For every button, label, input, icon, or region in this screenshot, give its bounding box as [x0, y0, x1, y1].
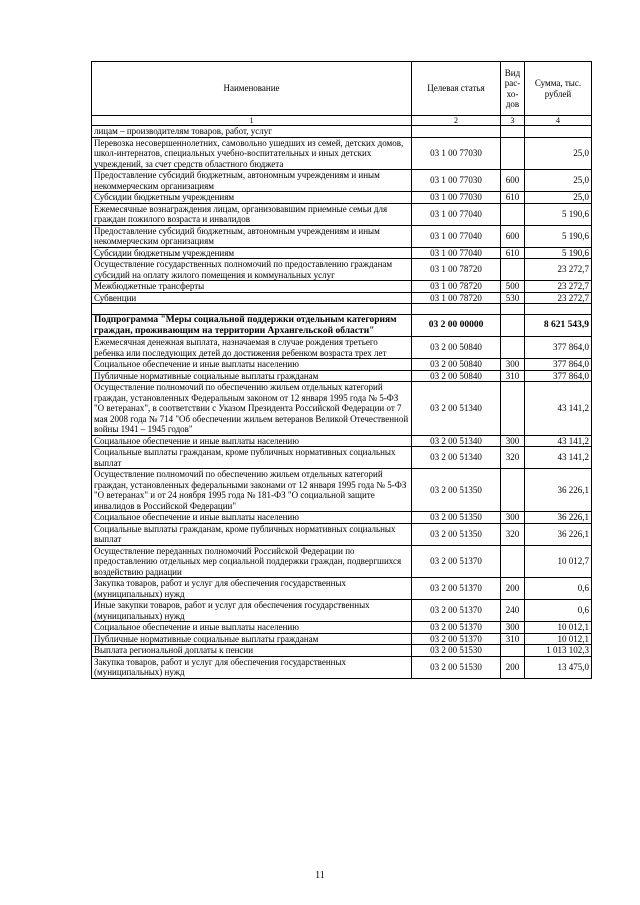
- table-row: [92, 645, 592, 657]
- table-row: [92, 137, 592, 170]
- row-sum: 5 190,6: [525, 247, 592, 259]
- row-sum: 13 475,0: [525, 656, 592, 678]
- row-name: Выплата региональной доплаты к пенсии: [92, 645, 412, 657]
- row-code: 03 1 00 77030: [412, 137, 501, 170]
- row-code: 03 2 00 00000: [412, 315, 501, 337]
- table-row: [92, 622, 592, 634]
- row-sum: 43 141,2: [525, 382, 592, 436]
- table-row: [92, 600, 592, 622]
- row-name: Закупка товаров, работ и услуг для обеспечения государственных (муниципальных) нужд: [92, 656, 412, 678]
- row-name: Подпрограмма "Меры социальной поддержки отдельным категориям граждан, проживающим на территории Архангельской области": [92, 315, 412, 337]
- row-sum: 25,0: [525, 137, 592, 170]
- row-code: 03 2 00 50840: [412, 337, 501, 359]
- row-code: 03 2 00 51530: [412, 656, 501, 678]
- row-kind: 320: [501, 523, 525, 545]
- row-kind: [501, 337, 525, 359]
- row-sum: 23 272,7: [525, 259, 592, 281]
- table-row: [92, 512, 592, 524]
- row-name: Иные закупки товаров, работ и услуг для обеспечения государственных (муниципальных) нужд: [92, 600, 412, 622]
- row-sum: [525, 126, 592, 138]
- row-code: 03 1 00 77040: [412, 225, 501, 247]
- budget-table: [91, 61, 592, 679]
- row-name: Ежемесячная денежная выплата, назначаемая в случае рождения третьего ребенка или последующих детей до достижения ребенком возраста трех лет: [92, 337, 412, 359]
- row-sum: 5 190,6: [525, 203, 592, 225]
- table-header-row: [92, 62, 592, 116]
- table-row: [92, 247, 592, 259]
- row-name: Осуществление полномочий по обеспечению жильем отдельных категорий граждан, установленных федеральными законами от 12 января 1995 года № 5-ФЗ "О ветеранах" и от 24 ноября 1995 года № 181-ФЗ "О социальной защите инвалидов в Российской Федерации": [92, 469, 412, 512]
- table-row: [92, 203, 592, 225]
- row-code: 03 1 00 78720: [412, 292, 501, 304]
- table-row: [92, 435, 592, 447]
- row-code: 03 2 00 51340: [412, 435, 501, 447]
- table-row: [92, 447, 592, 469]
- row-kind: 610: [501, 247, 525, 259]
- table-row: [92, 656, 592, 678]
- row-name: Перевозка несовершеннолетних, самовольно ушедших из семей, детских домов, школ-интернатов, специальных учебно-воспитательных и иных детских учреждений, за счет средств областного бюджета: [92, 137, 412, 170]
- row-kind: [501, 645, 525, 657]
- row-sum: 23 272,7: [525, 292, 592, 304]
- row-kind: 530: [501, 292, 525, 304]
- row-kind: 600: [501, 170, 525, 192]
- row-code: 03 2 00 50840: [412, 359, 501, 371]
- table-row: [92, 315, 592, 337]
- row-name: Ежемесячные вознаграждения лицам, организовавшим приемные семьи для граждан пожилого возраста и инвалидов: [92, 203, 412, 225]
- row-code: 03 1 00 77030: [412, 192, 501, 204]
- row-sum: 43 141,2: [525, 447, 592, 469]
- table-row: [92, 292, 592, 304]
- table-row: [92, 126, 592, 138]
- row-sum: 36 226,1: [525, 512, 592, 524]
- row-name: Социальные выплаты гражданам, кроме публичных нормативных социальных выплат: [92, 447, 412, 469]
- row-sum: 10 012,1: [525, 633, 592, 645]
- row-kind: 300: [501, 359, 525, 371]
- row-sum: 377 864,0: [525, 359, 592, 371]
- table-row: [92, 523, 592, 545]
- table-row: [92, 281, 592, 293]
- row-sum: [525, 304, 592, 315]
- row-kind: [501, 203, 525, 225]
- row-name: Социальное обеспечение и иные выплаты населению: [92, 435, 412, 447]
- row-code: 03 2 00 51350: [412, 512, 501, 524]
- row-kind: [501, 137, 525, 170]
- row-name: Социальное обеспечение и иные выплаты населению: [92, 359, 412, 371]
- row-kind: [501, 259, 525, 281]
- row-sum: 377 864,0: [525, 337, 592, 359]
- row-name: Осуществление переданных полномочий Российской Федерации по предоставлению отдельных мер социальной поддержки граждан, подвергшихся воздействию радиации: [92, 545, 412, 578]
- row-name: [92, 304, 412, 315]
- column-number-row: [92, 116, 592, 126]
- row-sum: 36 226,1: [525, 523, 592, 545]
- table-row: [92, 370, 592, 382]
- table-row: [92, 359, 592, 371]
- row-kind: 610: [501, 192, 525, 204]
- row-name: Социальное обеспечение и иные выплаты населению: [92, 622, 412, 634]
- table-row: [92, 578, 592, 600]
- row-code: [412, 304, 501, 315]
- row-code: 03 2 00 51530: [412, 645, 501, 657]
- row-kind: 240: [501, 600, 525, 622]
- table-row: [92, 469, 592, 512]
- row-sum: 10 012,1: [525, 622, 592, 634]
- header-kind: Вид рас- хо- дов: [501, 62, 525, 116]
- row-kind: [501, 545, 525, 578]
- header-name: Наименование: [92, 62, 412, 116]
- row-sum: 25,0: [525, 192, 592, 204]
- column-number: 1: [92, 116, 412, 126]
- row-code: 03 2 00 51350: [412, 523, 501, 545]
- column-number: 3: [501, 116, 525, 126]
- page-number: 11: [315, 870, 325, 881]
- row-name: Публичные нормативные социальные выплаты гражданам: [92, 633, 412, 645]
- row-sum: 25,0: [525, 170, 592, 192]
- table-row: [92, 545, 592, 578]
- row-sum: 1 013 102,3: [525, 645, 592, 657]
- row-name: Социальные выплаты гражданам, кроме публичных нормативных социальных выплат: [92, 523, 412, 545]
- row-sum: 0,6: [525, 578, 592, 600]
- row-name: Субвенции: [92, 292, 412, 304]
- row-code: [412, 126, 501, 138]
- row-name: Осуществление полномочий по обеспечению жильем отдельных категорий граждан, установленных Федеральным законом от 12 января 1995 года № 5-ФЗ "О ветеранах", в соответствии с Указом Президента Российской Федерации от 7 мая 2008 года № 714 "Об обеспечении жильем ветеранов Великой Отечественной войны 1941 – 1945 годов": [92, 382, 412, 436]
- row-code: 03 2 00 51340: [412, 382, 501, 436]
- row-name: Публичные нормативные социальные выплаты гражданам: [92, 370, 412, 382]
- row-code: 03 2 00 50840: [412, 370, 501, 382]
- row-kind: 310: [501, 633, 525, 645]
- row-name: лицам – производителям товаров, работ, услуг: [92, 126, 412, 138]
- row-code: 03 1 00 78720: [412, 259, 501, 281]
- row-code: 03 2 00 51370: [412, 600, 501, 622]
- row-sum: 0,6: [525, 600, 592, 622]
- table-row: [92, 337, 592, 359]
- row-code: 03 2 00 51370: [412, 633, 501, 645]
- table-row: [92, 304, 592, 315]
- row-sum: 8 621 543,9: [525, 315, 592, 337]
- row-kind: 200: [501, 578, 525, 600]
- row-code: 03 1 00 77040: [412, 247, 501, 259]
- table-body: [92, 126, 592, 679]
- row-kind: 310: [501, 370, 525, 382]
- row-kind: 600: [501, 225, 525, 247]
- row-kind: [501, 469, 525, 512]
- table-row: [92, 259, 592, 281]
- row-name: Субсидии бюджетным учреждениям: [92, 247, 412, 259]
- row-kind: [501, 126, 525, 138]
- row-code: 03 2 00 51340: [412, 447, 501, 469]
- header-sum: Сумма, тыс. рублей: [525, 62, 592, 116]
- table-row: [92, 633, 592, 645]
- row-sum: 10 012,7: [525, 545, 592, 578]
- row-kind: [501, 304, 525, 315]
- row-name: Предоставление субсидий бюджетным, автономным учреждениям и иным некоммерческим организациям: [92, 225, 412, 247]
- row-code: 03 2 00 51370: [412, 578, 501, 600]
- row-code: 03 1 00 77040: [412, 203, 501, 225]
- table-row: [92, 192, 592, 204]
- row-code: 03 1 00 77030: [412, 170, 501, 192]
- row-name: Закупка товаров, работ и услуг для обеспечения государственных (муниципальных) нужд: [92, 578, 412, 600]
- row-code: 03 2 00 51350: [412, 469, 501, 512]
- row-kind: [501, 315, 525, 337]
- table-row: [92, 170, 592, 192]
- row-name: Межбюджетные трансферты: [92, 281, 412, 293]
- row-sum: 5 190,6: [525, 225, 592, 247]
- row-kind: 300: [501, 512, 525, 524]
- row-kind: 320: [501, 447, 525, 469]
- row-kind: 200: [501, 656, 525, 678]
- row-name: Социальное обеспечение и иные выплаты населению: [92, 512, 412, 524]
- table-row: [92, 225, 592, 247]
- row-code: 03 2 00 51370: [412, 622, 501, 634]
- row-kind: 300: [501, 435, 525, 447]
- row-kind: [501, 382, 525, 436]
- row-sum: 23 272,7: [525, 281, 592, 293]
- row-sum: 36 226,1: [525, 469, 592, 512]
- row-kind: 300: [501, 622, 525, 634]
- row-code: 03 1 00 78720: [412, 281, 501, 293]
- row-name: Предоставление субсидий бюджетным, автономным учреждениям и иным некоммерческим организациям: [92, 170, 412, 192]
- row-kind: 500: [501, 281, 525, 293]
- column-number: 4: [525, 116, 592, 126]
- row-name: Субсидии бюджетным учреждениям: [92, 192, 412, 204]
- header-code: Целевая статья: [412, 62, 501, 116]
- row-code: 03 2 00 51370: [412, 545, 501, 578]
- row-sum: 43 141,2: [525, 435, 592, 447]
- row-name: Осуществление государственных полномочий по предоставлению гражданам субсидий на оплату жилого помещения и коммунальных услуг: [92, 259, 412, 281]
- row-sum: 377 864,0: [525, 370, 592, 382]
- table-row: [92, 382, 592, 436]
- column-number: 2: [412, 116, 501, 126]
